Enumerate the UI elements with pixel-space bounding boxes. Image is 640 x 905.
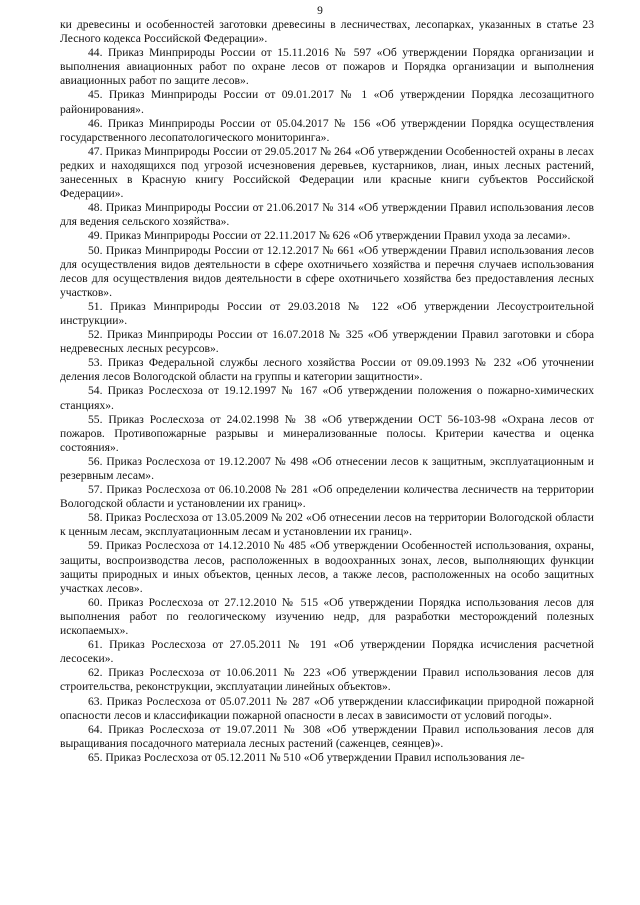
list-item-56: 56. Приказ Рослесхоза от 19.12.2007 № 498 «Об отнесении лесов к защитным, эксплуатационным и резервным лесам». bbox=[60, 454, 594, 482]
list-item-47: 47. Приказ Минприроды России от 29.05.2017 № 264 «Об утверждении Особенностей охраны в лесах редких и находящихся под угрозой исчезновения деревьев, кустарников, лиан, иных лесных растений, занесенных в Красную книгу Российской Федерации или красные книги субъектов Российской Федерации». bbox=[60, 144, 594, 201]
list-item-51: 51. Приказ Минприроды России от 29.03.2018 № 122 «Об утверждении Лесоустроительной инструкции». bbox=[60, 299, 594, 327]
list-item-54: 54. Приказ Рослесхоза от 19.12.1997 № 167 «Об утверждении положения о пожарно-химических станциях». bbox=[60, 384, 594, 412]
list-item-64: 64. Приказ Рослесхоза от 19.07.2011 № 308 «Об утверждении Правил использования лесов для выращивания посадочного материала лесных растений (саженцев, сеянцев)». bbox=[60, 722, 594, 750]
document-body bbox=[60, 18, 594, 765]
list-item-52: 52. Приказ Минприроды России от 16.07.2018 № 325 «Об утверждении Правил заготовки и сбора недревесных лесных ресурсов». bbox=[60, 328, 594, 356]
page-number: 9 bbox=[317, 5, 323, 17]
list-item-44: 44. Приказ Минприроды России от 15.11.2016 № 597 «Об утверждении Порядка организации и выполнения авиационных работ по охране лесов от пожаров и Порядка организации и выполнения авиационных работ по защите лесов». bbox=[60, 46, 594, 88]
list-item-60: 60. Приказ Рослесхоза от 27.12.2010 № 515 «Об утверждении Порядка использования лесов для выполнения работ по геологическому изучению недр, для разработки месторождений полезных ископаемых». bbox=[60, 595, 594, 638]
list-item-63: 63. Приказ Рослесхоза от 05.07.2011 № 287 «Об утверждении классификации природной пожарной опасности лесов и классификации пожарной опасности в лесах в зависимости от условий погоды». bbox=[60, 694, 594, 722]
list-item-45: 45. Приказ Минприроды России от 09.01.2017 № 1 «Об утверждении Порядка лесозащитного районирования». bbox=[60, 88, 594, 116]
list-item-55: 55. Приказ Рослесхоза от 24.02.1998 № 38 «Об утверждении ОСТ 56-103-98 «Охрана лесов от пожаров. Противопожарные разрывы и минерализованные полосы. Критерии качества и оценка состояния». bbox=[60, 412, 594, 454]
list-item-65: 65. Приказ Рослесхоза от 05.12.2011 № 510 «Об утверждении Правил использования ле- bbox=[88, 750, 525, 764]
list-item-62: 62. Приказ Рослесхоза от 10.06.2011 № 223 «Об утверждении Правил использования лесов для строительства, реконструкции, эксплуатации линейных объектов». bbox=[60, 666, 594, 694]
list-item-48: 48. Приказ Минприроды России от 21.06.2017 № 314 «Об утверждении Правил использования лесов для ведения сельского хозяйства». bbox=[60, 201, 594, 229]
list-item-61: 61. Приказ Рослесхоза от 27.05.2011 № 191 «Об утверждении Порядка исчисления расчетной лесосеки». bbox=[60, 638, 594, 666]
list-item-49: 49. Приказ Минприроды России от 22.11.2017 № 626 «Об утверждении Правил ухода за лесами». bbox=[88, 229, 571, 243]
list-item-50: 50. Приказ Минприроды России от 12.12.2017 № 661 «Об утверждении Правил использования лесов для осуществления видов деятельности в сфере охотничьего хозяйства и перечня случаев использования лесов для осуществления видов деятельности в сфере охотничьего хозяйства без предоставления лесных участков». bbox=[60, 243, 594, 299]
list-item-46: 46. Приказ Минприроды России от 05.04.2017 № 156 «Об утверждении Порядка осуществления государственного лесопатологического мониторинга». bbox=[60, 116, 594, 144]
list-item-59: 59. Приказ Рослесхоза от 14.12.2010 № 485 «Об утверждении Особенностей использования, охраны, защиты, воспроизводства лесов, расположенных в водоохранных зонах, лесов, выполняющих функции защиты природных и иных объектов, ценных лесов, а также лесов, расположенных на особо защитных участках лесов». bbox=[60, 539, 594, 595]
list-item-58: 58. Приказ Рослесхоза от 13.05.2009 № 202 «Об отнесении лесов на территории Вологодской области к ценным лесам, эксплуатационным лесам и установлении их границ». bbox=[60, 511, 594, 539]
list-item-57: 57. Приказ Рослесхоза от 06.10.2008 № 281 «Об определении количества лесничеств на территории Вологодской области и установлении их границ». bbox=[60, 483, 594, 511]
intro-paragraph: ки древесины и особенностей заготовки древесины в лесничествах, лесопарках, указанных в статье 23 Лесного кодекса Российской Федерации». bbox=[60, 18, 594, 46]
list-item-53: 53. Приказ Федеральной службы лесного хозяйства России от 09.09.1993 № 232 «Об уточнении деления лесов Вологодской области на группы и категории защитности». bbox=[60, 356, 594, 384]
